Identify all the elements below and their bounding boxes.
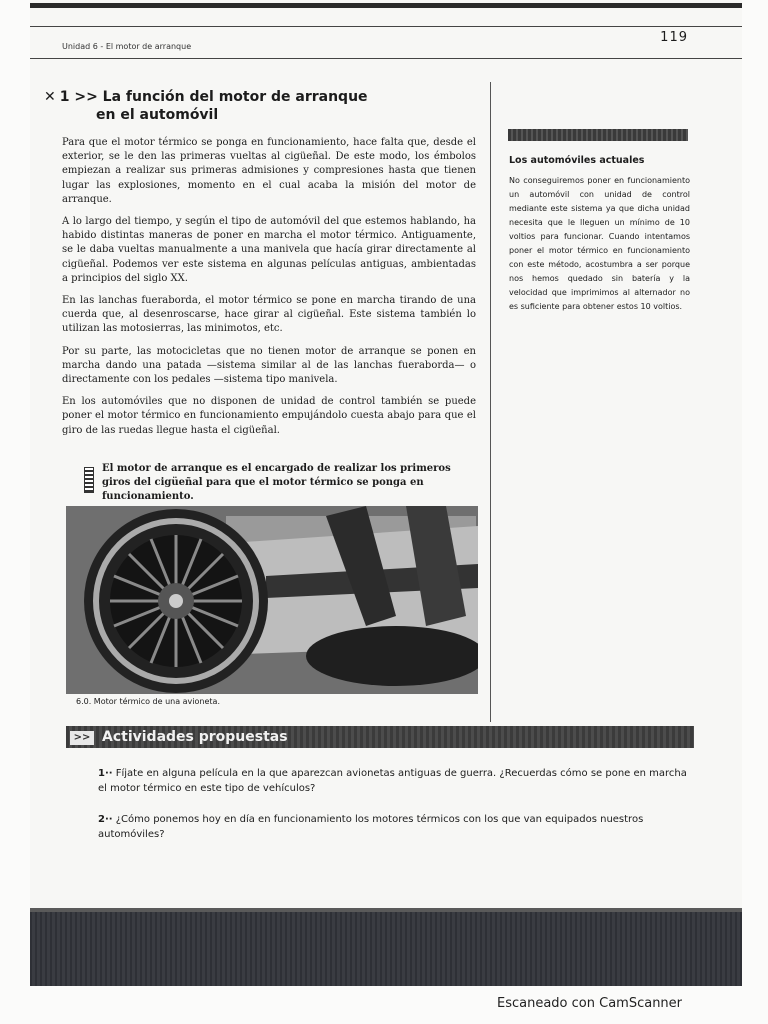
body-text <box>62 136 476 446</box>
paragraph: Para que el motor térmico se ponga en funcionamiento, hace falta que, desde el exterior, se le den las primeras vueltas al cigüeñal. De este modo, los émbolos empiezan a realizar sus primeras admisiones y compresiones hasta que tienen lugar las explosiones, momento en el cual acaba la misión del motor de arranque. <box>62 137 476 205</box>
activity-text: Fíjate en alguna película en la que aparezcan avionetas antiguas de guerra. ¿Recuerdas cómo se pone en marcha el motor térmico en este tipo de vehículos? <box>98 768 687 794</box>
scanner-watermark: Escaneado con CamScanner <box>497 996 683 1011</box>
engine-illustration <box>66 506 478 694</box>
activity-item <box>98 812 688 842</box>
activity-item <box>98 766 688 796</box>
activity-number: 1·· <box>98 768 113 779</box>
running-header: Unidad 6 - El motor de arranque <box>62 42 192 51</box>
check-mark-icon: ✕ <box>44 89 56 105</box>
activity-number: 2·· <box>98 814 113 825</box>
paragraph: A lo largo del tiempo, y según el tipo de automóvil del que estemos hablando, ha habido distintas maneras de poner en marcha el motor térmico. Antiguamente, se le daba vueltas manualmente a una manivela que hacía girar directamente al cigüeñal. Podemos ver este sistema en algunas películas antiguas, ambientadas a principios del siglo XX. <box>62 216 476 284</box>
paragraph: En los automóviles que no disponen de unidad de control también se puede poner el motor térmico en funcionamiento empujándolo cuesta abajo para que el giro de las ruedas llegue hasta el cigüeñal. <box>62 396 476 436</box>
activities-title: Actividades propuestas <box>102 729 288 745</box>
top-border <box>30 3 742 8</box>
aircraft-engine-photo <box>66 506 478 694</box>
section-title-line1: 1 >> La función del motor de arranque <box>59 89 368 105</box>
sidebar-header-bar <box>508 129 688 141</box>
sidebar-text: No conseguiremos poner en funcionamiento un automóvil con unidad de control mediante este sistema ya que dicha unidad necesita que le lleguen un mínimo de 10 voltios para funcionar. Cuando intentamos poner el motor térmico en funcionamiento con este método, acostumbra a ser porque nos hemos quedado sin batería y la velocidad que imprimimos al alternador no es suficiente para obtener estos 10 voltios. <box>509 176 690 311</box>
key-idea: El motor de arranque es el encargado de realizar los primeros giros del cigüeñal para que el motor térmico se ponga en funcionamiento. <box>102 463 451 502</box>
double-chevron-icon: >> <box>70 731 94 745</box>
activity-text: ¿Cómo ponemos hoy en día en funcionamiento los motores térmicos con los que van equipados nuestros automóviles? <box>98 814 644 840</box>
sidebar-title: Los automóviles actuales <box>509 155 645 166</box>
section-title-line2: en el automóvil <box>96 107 219 123</box>
header-rule-bottom <box>30 58 742 59</box>
page-number: 119 <box>660 30 688 45</box>
header-rule-top <box>30 26 742 27</box>
figure-caption: 6.0. Motor térmico de una avioneta. <box>76 697 220 706</box>
column-divider <box>490 82 491 722</box>
paragraph: En las lanchas fueraborda, el motor térmico se pone en marcha tirando de una cuerda que, al desenroscarse, hace girar al cigüeñal. Este sistema también lo utilizan las motosierras, las minimotos, etc. <box>62 295 476 335</box>
section-title <box>44 88 474 124</box>
bottom-band <box>30 912 742 986</box>
paragraph: Por su parte, las motocicletas que no tienen motor de arranque se ponen en marcha dando una patada —sistema similar al de las lanchas fueraborda— o directamente con los pedales —sistema tipo manivela. <box>62 345 476 386</box>
